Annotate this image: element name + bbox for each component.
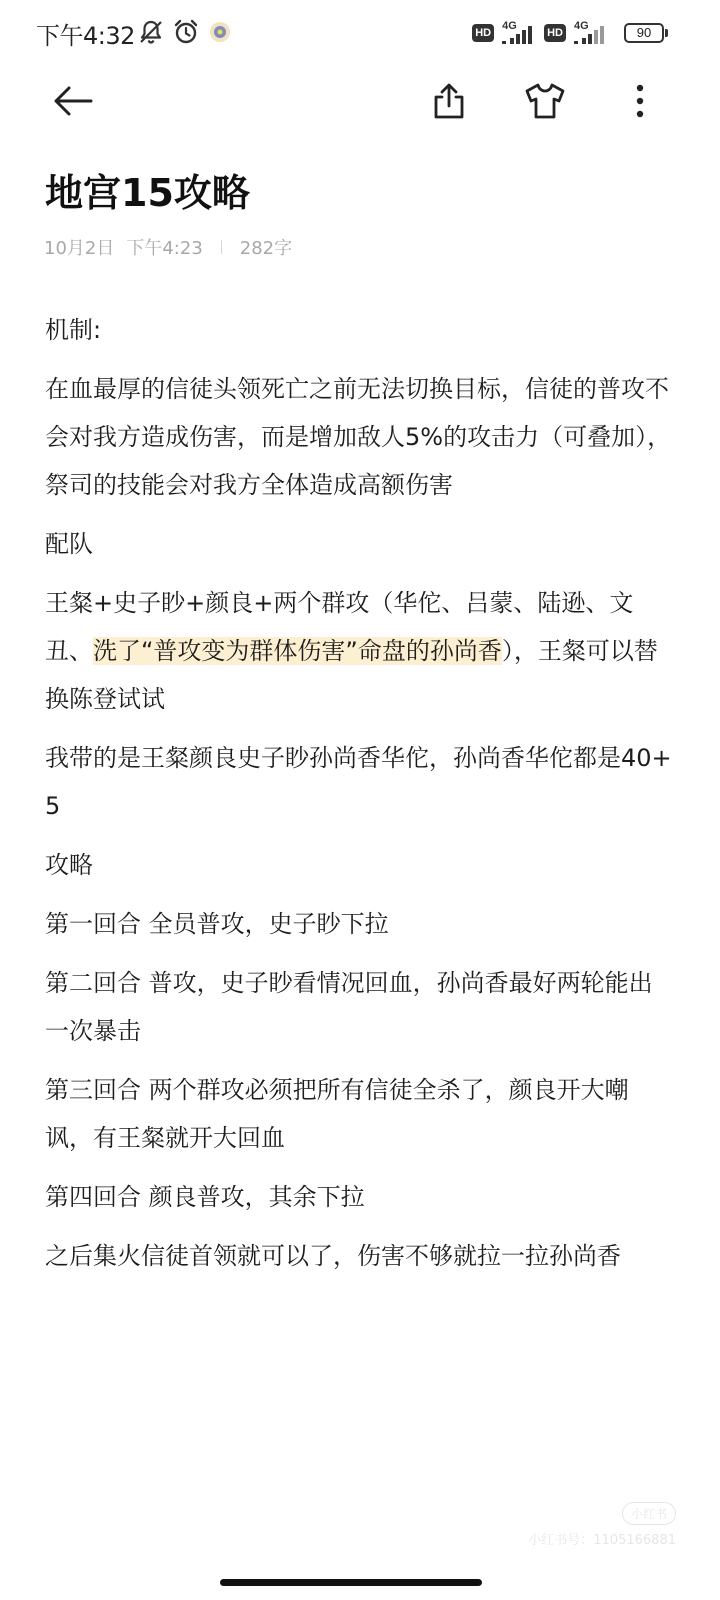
- app-notification-icon: [208, 20, 232, 48]
- paragraph-mechanism-heading: 机制:: [45, 316, 102, 344]
- word-count: 282字: [239, 238, 293, 259]
- theme-shirt-icon: [524, 82, 566, 124]
- note-time: 下午4:23: [126, 238, 203, 259]
- status-icons-left: [138, 18, 232, 50]
- note-toolbar: [0, 70, 720, 136]
- mute-bell-icon: [138, 19, 164, 49]
- paragraph-strategy-heading: 攻略: [45, 851, 93, 879]
- signal-icon: 4G: [500, 20, 538, 46]
- signal-icon: 4G: [572, 20, 610, 46]
- battery-icon: [624, 23, 664, 43]
- note-body[interactable]: [45, 306, 675, 1291]
- note-meta: [44, 234, 292, 260]
- watermark-user: 小红书号：1105166881: [528, 1533, 676, 1548]
- status-time: 下午4:32: [36, 22, 135, 50]
- team-text-start: 王粲+史子眇+颜良+两个群攻（华佗、吕蒙、陆逊、文丑、: [45, 589, 634, 665]
- hd-icon: HD: [544, 24, 566, 42]
- share-icon: [431, 81, 467, 125]
- paragraph-my-team: 我带的是王粲颜良史子眇孙尚香华佗，孙尚香华佗都是40+5: [45, 744, 672, 820]
- paragraph-team-heading: 配队: [45, 530, 93, 558]
- more-vertical-icon: [634, 83, 646, 123]
- note-title[interactable]: 地宫15攻略: [45, 171, 250, 215]
- status-bar: [0, 0, 720, 68]
- back-arrow-icon: [51, 84, 95, 122]
- paragraph-after: 之后集火信徒首领就可以了，伤害不够就拉一拉孙尚香: [45, 1242, 621, 1270]
- status-icons-right: [472, 20, 664, 46]
- paragraph-mechanism: 在血最厚的信徒头领死亡之前无法切换目标，信徒的普攻不会对我方造成伤害，而是增加敌人5%的攻击力（可叠加），祭司的技能会对我方全体造成高额伤害: [45, 375, 672, 499]
- note-date: 10月2日: [44, 238, 115, 259]
- watermark: [528, 1502, 676, 1548]
- paragraph-round-4: 第四回合 颜良普攻，其余下拉: [45, 1183, 365, 1211]
- meta-divider: [221, 240, 222, 254]
- paragraph-round-1: 第一回合 全员普攻，史子眇下拉: [45, 910, 389, 938]
- team-text-end: ），王粲可以替换陈登试试: [45, 637, 658, 713]
- watermark-logo: 小红书: [622, 1502, 676, 1525]
- more-options-button[interactable]: [612, 78, 668, 128]
- paragraph-round-2: 第二回合 普攻，史子眇看情况回血，孙尚香最好两轮能出一次暴击: [45, 969, 653, 1045]
- paragraph-round-3: 第三回合 两个群攻必须把所有信徒全杀了，颜良开大嘲讽，有王粲就开大回血: [45, 1076, 629, 1152]
- home-indicator[interactable]: [220, 1579, 482, 1586]
- alarm-clock-icon: [172, 18, 200, 50]
- theme-button[interactable]: [517, 78, 573, 128]
- hd-icon: HD: [472, 24, 494, 42]
- share-button[interactable]: [421, 78, 477, 128]
- battery-level: 90: [636, 25, 652, 40]
- paragraph-team: [45, 579, 675, 723]
- back-button[interactable]: [45, 78, 101, 128]
- highlighted-text: 洗了“普攻变为群体伤害”命盘的孙尚香: [93, 637, 502, 665]
